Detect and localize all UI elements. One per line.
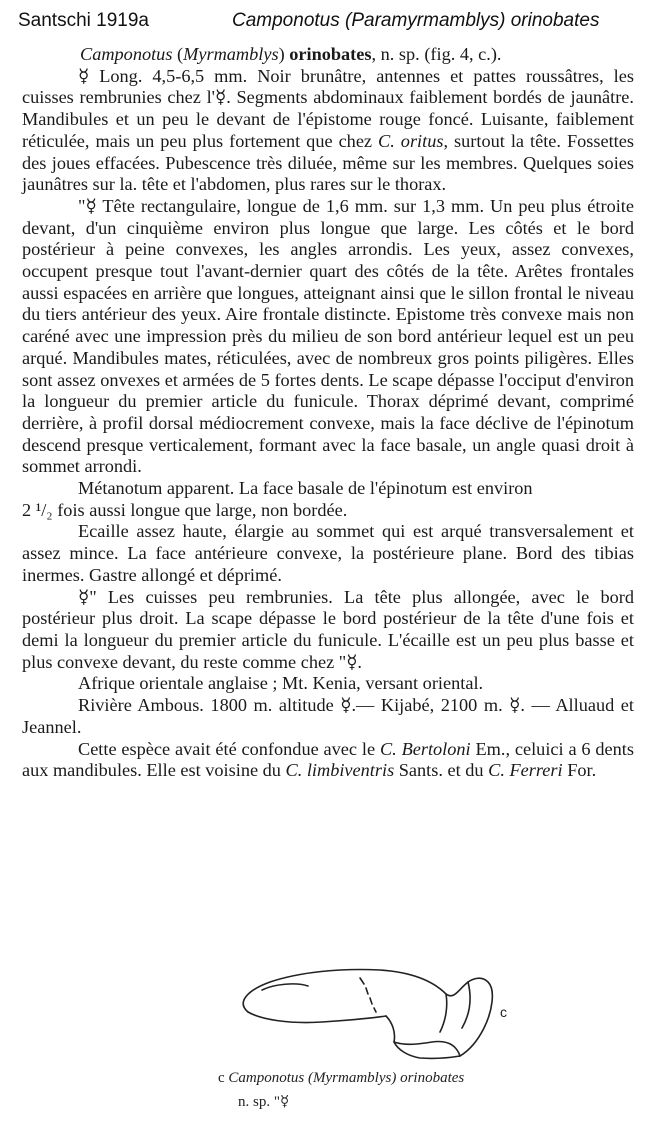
taxon-title: Camponotus (Paramyrmamblys) orinobates (232, 10, 600, 31)
paragraph-scale: Ecaille assez haute, élargie au sommet qui est arqué transversalement et assez mince. La face antérieure convexe, la postérieure plane. Bord des tibias inermes. Gastre allongé et déprimé. (22, 521, 634, 585)
species-reference: C. oritus (378, 130, 444, 151)
remarks-text-b: Em., celuici a 6 dents aux mandibules. Elle est voisine du (22, 738, 635, 781)
paragraph-minor-worker: ☿" Les cuisses peu rembrunies. La tête plus allongée, avec le bord postérieur plus droit. La scape dépasse le bord postérieur de la tête d'une fois et demi la longueur du premier article du funicule. L'écaille est un peu plus basse et plus convexe devant, du reste comme chez "☿. (22, 586, 634, 672)
paragraph-remarks (22, 739, 634, 782)
species-heading (22, 44, 634, 66)
remarks-text-a: Cette espèce avait été confondue avec le (78, 738, 380, 759)
paren-close: ) (278, 44, 290, 64)
metanotum-text-a: Métanotum apparent. La face basale de l'épinotum est environ (78, 478, 533, 499)
caption-prefix: c (218, 1070, 229, 1086)
ant-head-drawing (0, 960, 652, 1070)
species-note: , n. sp. (fig. 4, c.). (371, 44, 502, 64)
page-header (0, 0, 652, 36)
species-reference-bertoloni: C. Bertoloni (379, 738, 471, 759)
remarks-text-c: Sants. et du (394, 760, 489, 781)
subgenus-name: Myrmamblys (183, 44, 279, 64)
paragraph-worker (22, 66, 634, 196)
paragraph-metanotum-cont (22, 500, 634, 522)
species-reference-limbiventris: C. limbiventris (285, 760, 395, 781)
figure-label: c (500, 1004, 507, 1020)
paragraph-locality: Afrique orientale anglaise ; Mt. Kenia, versant oriental. (78, 673, 484, 694)
paren-open: ( (172, 44, 184, 64)
description-body (22, 44, 634, 782)
species-name: orinobates (289, 44, 372, 64)
paragraph-metanotum (22, 478, 634, 500)
caption-genus: Camponotus (228, 1070, 305, 1086)
worker-text-a: ☿ Long. 4,5-6,5 mm. Noir brunâtre, antennes et pattes roussâtres, les cuisses rembrunies chez l'☿. Segments abdominaux faiblement bordés de jaunâtre. Mandibules et un peu le devant de l'épistome rouge foncé. Luisante, faiblement réticulée, mais un peu plus fortement que chez (22, 65, 634, 151)
genus-name: Camponotus (80, 44, 173, 64)
caption-subgenus: (Myrmamblys) orinobates (304, 1070, 465, 1086)
remarks-text-d: For. (562, 760, 597, 781)
worker-text-b: , surtout la tête. Fossettes des joues effacées. Pubescence très diluée, même sur les membres. Quelques soies jaunâtres sur la. tête et l'abdomen, plus rares sur le thorax. (22, 130, 634, 195)
paragraph-collection: Rivière Ambous. 1800 m. altitude ☿.— Kijabé, 2100 m. ☿. — Alluaud et Jeannel. (22, 695, 634, 737)
figure-caption-line2: n. sp. "☿ (238, 1094, 290, 1110)
paragraph-head: "☿ Tête rectangulaire, longue de 1,6 mm. sur 1,3 mm. Un peu plus étroite devant, d'un cinquième environ plus longue que large. Les côtés et le bord postérieur à peine convexes, les angles arrondis. Les yeux, assez convexes, occupent presque tout l'avant-dernier quart des côtés de la tête. Arêtes frontales aussi espacées en arrière que longues, atteignant ainsi que le sillon frontal le niveau du tiers antérieur des yeux. Aire frontale distincte. Epistome très convexe mais non caréné avec une impression près du milieu de son bord antérieur lequel est un peu arqué. Mandibules mates, réticulées, avec de nombreux gros points piligères. Elles sont assez onvexes et armées de 5 fortes dents. Le scape dépasse l'occiput d'environ la longueur du premier article du funicule. Thorax déprimé devant, comprimé derrière, à profil dorsal médiocrement convexe, mais la face déclive de l'épinotum descend presque verticalement, formant avec la face basale, un angle quasi droit à sommet arrondi. (22, 195, 634, 477)
figure-caption (218, 1070, 464, 1087)
citation-label: Santschi 1919a (18, 10, 149, 31)
species-reference-ferreri: C. Ferreri (488, 760, 563, 781)
figure-head-profile (0, 960, 652, 1070)
metanotum-text-b: 2 ¹/₂ fois aussi longue que large, non bordée. (22, 499, 348, 520)
